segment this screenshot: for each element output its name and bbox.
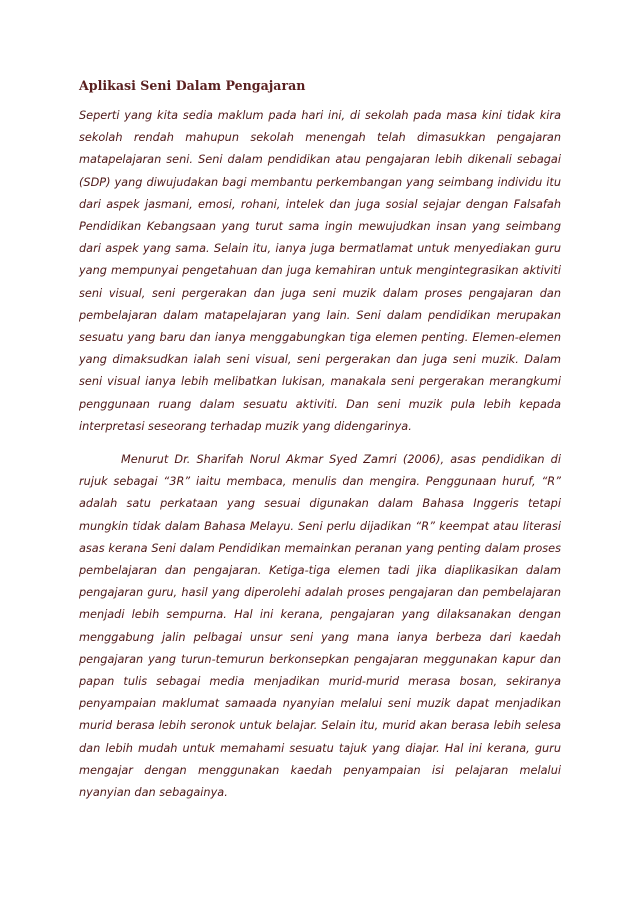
paragraph-2: Menurut Dr. Sharifah Norul Akmar Syed Zamri (2006), asas pendidikan di rujuk sebagai “3R” iaitu membaca, menulis dan mengira. Penggunaan huruf, “R” adalah satu perkataan yang sesuai digunakan dalam Bahasa Inggeris tetapi mungkin tidak dalam Bahasa Melayu. Seni perlu dijadikan “R” keempat atau literasi asas kerana Seni dalam Pendidikan memainkan peranan yang penting dalam proses pembelajaran dan pengajaran. Ketiga-tiga elemen tadi jika diaplikasikan dalam pengajaran guru, hasil yang diperolehi adalah proses pengajaran dan pembelajaran menjadi lebih sempurna. Hal ini kerana, pengajaran yang dilaksanakan dengan menggabung jalin pelbagai unsur seni yang mana ianya berbeza dari kaedah pengajaran yang turun-temurun berkonsepkan pengajaran meggunakan kapur dan papan tulis sebagai media menjadikan murid-murid merasa bosan, sekiranya penyampaian maklumat samaada nyanyian melalui seni muzik dapat menjadikan murid berasa lebih seronok untuk belajar. Selain itu, murid akan berasa lebih selesa dan lebih mudah untuk memahami sesuatu tajuk yang diajar. Hal ini kerana, guru mengajar dengan menggunakan kaedah penyampaian isi pelajaran melalui nyanyian dan sebagainya. xyxy=(79,453,561,800)
paragraph-1: Seperti yang kita sedia maklum pada hari ini, di sekolah pada masa kini tidak kira sekolah rendah mahupun sekolah menengah telah dimasukkan pengajaran matapelajaran seni. Seni dalam pendidikan atau pengajaran lebih dikenali sebagai (SDP) yang diwujudakan bagi membantu perkembangan yang seimbang individu itu dari aspek jasmani, emosi, rohani, intelek dan juga sosial sejajar dengan Falsafah Pendidikan Kebangsaan yang turut sama ingin mewujudkan insan yang seimbang dari aspek yang sama. Selain itu, ianya juga bermatlamat untuk menyediakan guru yang mempunyai pengetahuan dan juga kemahiran untuk mengintegrasikan aktiviti seni visual, seni pergerakan dan juga seni muzik dalam proses pengajaran dan pembelajaran dalam matapelajaran yang lain. Seni dalam pendidikan merupakan sesuatu yang baru dan ianya menggabungkan tiga elemen penting. Elemen-elemen yang dimaksudkan ialah seni visual, seni pergerakan dan juga seni muzik. Dalam seni visual ianya lebih melibatkan lukisan, manakala seni pergerakan merangkumi penggunaan ruang dalam sesuatu aktiviti. Dan seni muzik pula lebih kepada interpretasi seseorang terhadap muzik yang didengarinya. xyxy=(79,109,561,433)
document-heading: Aplikasi Seni Dalam Pengajaran xyxy=(79,78,306,93)
